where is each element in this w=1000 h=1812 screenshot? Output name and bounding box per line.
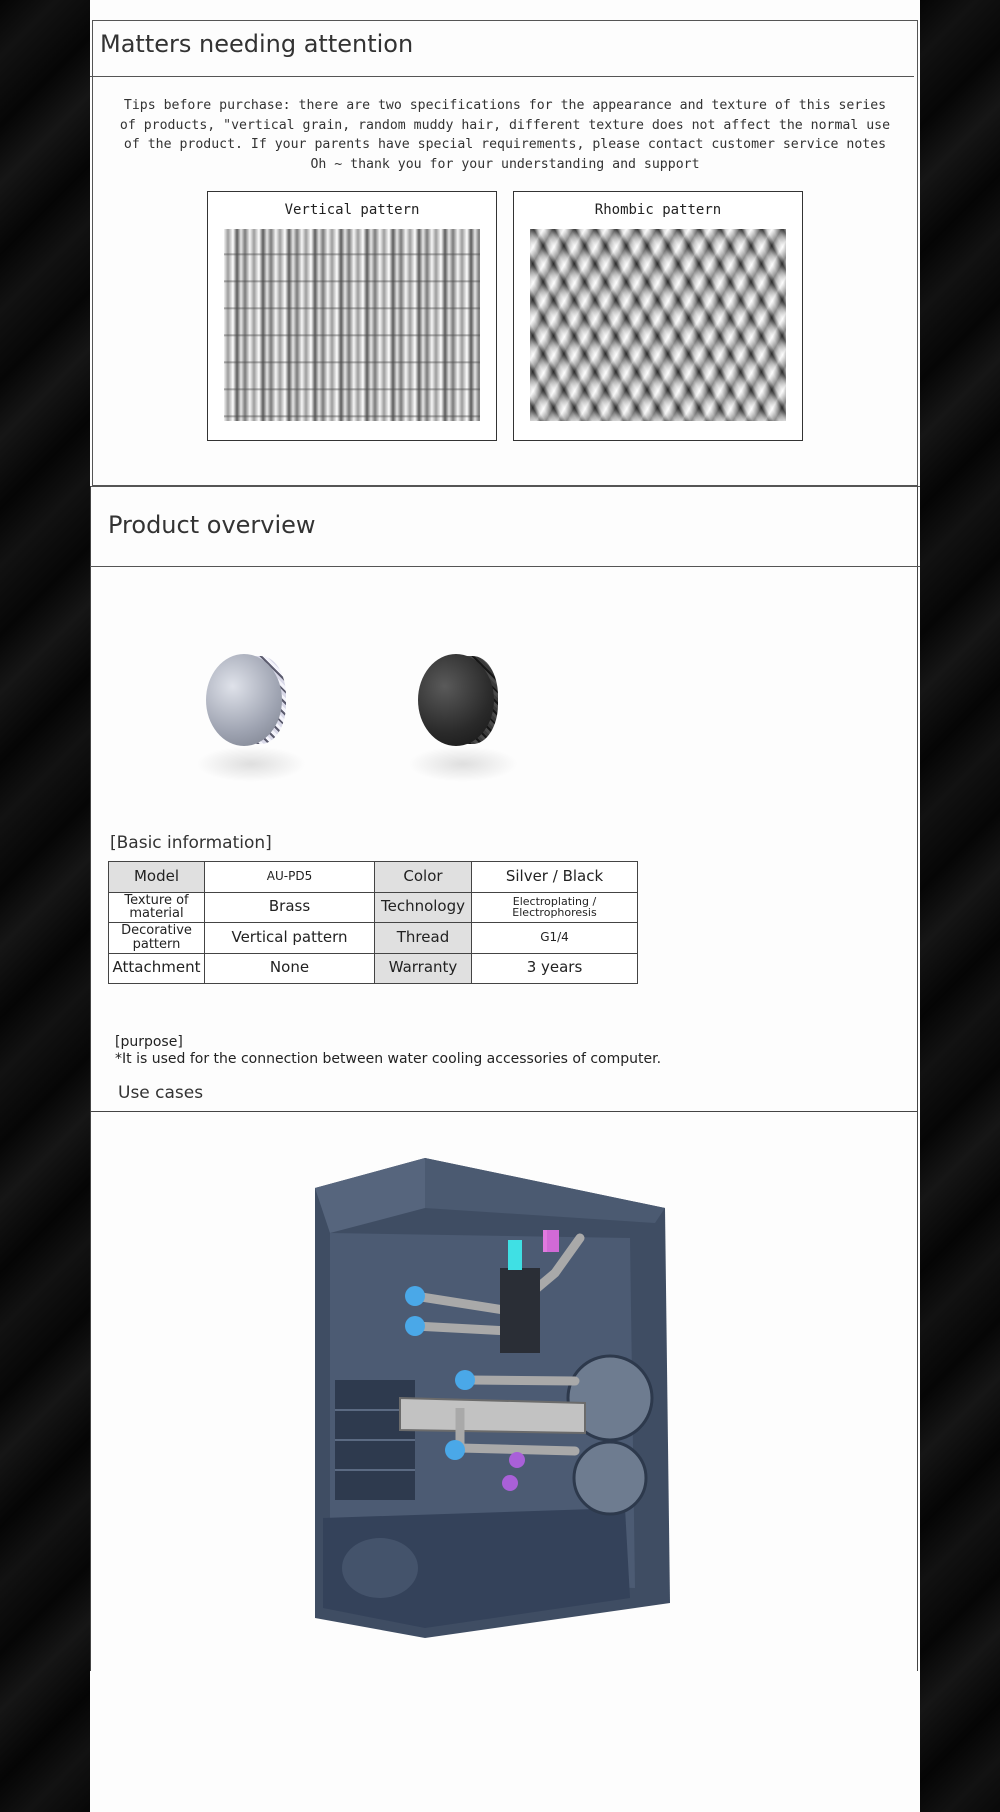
black-plug-shadow [408,746,518,782]
spec-value: AU-PD5 [205,862,375,893]
black-plug-image [416,654,502,754]
rhombic-pattern-card [513,191,803,441]
spec-value: Silver / Black [472,862,638,893]
table-row [109,923,638,954]
spec-key: Technology [375,892,472,923]
table-row [109,953,638,984]
pc-case-illustration [285,1148,695,1638]
spec-value: G1/4 [472,923,638,954]
graphics-card [400,1398,585,1433]
spec-key: Decorative pattern [109,923,205,954]
spec-key: Thread [375,923,472,954]
spec-value: Brass [205,892,375,923]
vertical-pattern-image [224,229,480,421]
rhombic-pattern-label: Rhombic pattern [594,202,722,218]
purchase-tips: Tips before purchase: there are two specifications for the appearance and texture of this series of products, "vertical grain, random muddy hair, different texture does not affect the normal use of the product. If your parents have special requirements, please contact customer service notes Oh ~ thank you for your understanding and support [119,98,891,172]
attention-title: Matters needing attention [100,30,414,58]
fitting-blue [405,1316,425,1336]
spec-value: None [205,953,375,984]
use-cases-left-border [90,1111,91,1671]
fitting-purple [502,1475,518,1491]
fitting-magenta [547,1230,559,1252]
fitting-blue [445,1440,465,1460]
black-plug-face [418,654,494,746]
purpose-text: *It is used for the connection between water cooling accessories of computer. [115,1051,662,1067]
overview-left-border [90,486,91,1112]
water-tube [460,1448,575,1451]
use-cases-title: Use cases [118,1083,204,1103]
vertical-pattern-label: Vertical pattern [284,202,420,218]
overview-right-border [917,486,918,1112]
basic-info-title: [Basic information] [110,833,272,853]
spec-key: Warranty [375,953,472,984]
spec-value: 3 years [472,953,638,984]
spec-key: Texture of material [109,892,205,923]
psu-fan [342,1538,418,1598]
spec-value: Vertical pattern [205,923,375,954]
silver-plug-face [206,654,282,746]
fitting-cyan [508,1240,522,1270]
silver-plug-shadow [196,746,306,782]
table-row [109,892,638,923]
reservoir [500,1268,540,1353]
purpose-label: [purpose] [115,1034,183,1050]
spec-key: Model [109,862,205,893]
overview-divider [90,566,920,567]
water-tube [470,1380,575,1381]
spec-table [108,861,638,984]
attention-divider [90,76,914,77]
use-cases-right-border [917,1111,918,1671]
table-row [109,862,638,893]
rear-fan [574,1442,646,1514]
silver-plug-image [204,654,290,754]
overview-top-divider [90,486,920,487]
spec-key: Color [375,862,472,893]
right-background [920,0,1000,1812]
use-cases-divider [90,1111,918,1112]
spec-value: Electroplating / Electrophoresis [472,892,638,923]
water-tube [415,1326,510,1331]
spec-key: Attachment [109,953,205,984]
fitting-blue [405,1286,425,1306]
fitting-blue [455,1370,475,1390]
left-background [0,0,90,1812]
vertical-pattern-card [207,191,497,441]
rhombic-pattern-image [530,229,786,421]
overview-title: Product overview [108,511,316,539]
product-page [90,0,920,1812]
fitting-purple [509,1452,525,1468]
